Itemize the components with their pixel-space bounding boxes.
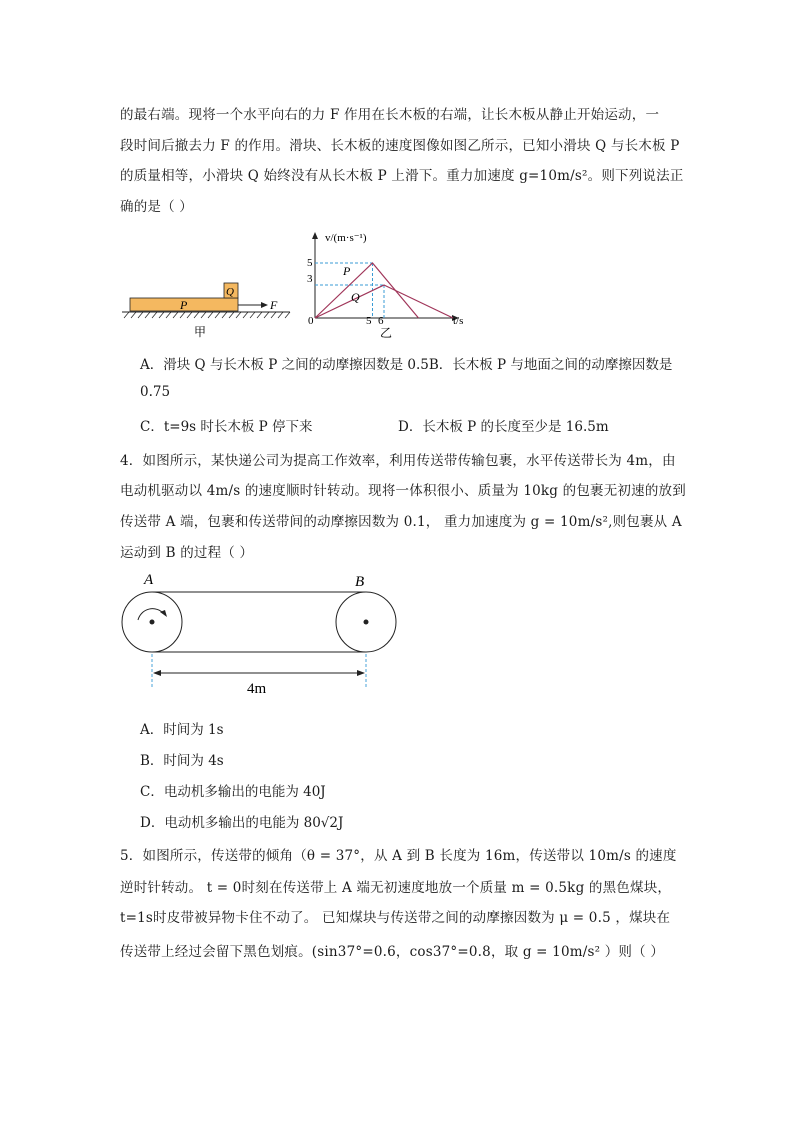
- figure-jia: [118, 278, 303, 343]
- q3-text-line-4: 确的是（ ）: [120, 199, 193, 215]
- label-b: B: [355, 574, 365, 590]
- origin-label: 0: [308, 315, 314, 327]
- hatch-mark: [257, 312, 262, 318]
- hatch-mark: [201, 312, 206, 318]
- q3-text-line-1: 的最右端。现将一个水平向右的力 F 作用在长木板的右端，让长木板从静止开始运动，一: [120, 107, 660, 123]
- q5-text-line-1: 5．如图所示，传送带的倾角（θ = 37°，从 A 到 B 长度为 16m，传送带以 10m/s 的速度: [120, 848, 677, 864]
- hatch-mark: [264, 312, 269, 318]
- label-f: F: [270, 298, 278, 312]
- series-label-q: Q: [351, 290, 360, 304]
- hatch-mark: [159, 312, 164, 318]
- hatch-mark: [173, 312, 178, 318]
- length-arrowhead-right: [357, 670, 365, 676]
- q3-text-line-2: 段时间后撤去力 F 的作用。滑块、长木板的速度图像如图乙所示，已知小滑块 Q 与长木板 P: [120, 138, 680, 154]
- q4-option-b: B．时间为 4s: [140, 753, 224, 769]
- q4-option-d: D．电动机多输出的电能为 80√2J: [140, 815, 344, 831]
- hatch-mark: [208, 312, 213, 318]
- hatch-mark: [243, 312, 248, 318]
- ground-hatch: [124, 312, 290, 318]
- hatch-mark: [187, 312, 192, 318]
- y-axis-label: v/(m·s⁻¹): [325, 232, 367, 244]
- hatch-mark: [215, 312, 220, 318]
- q3-option-d: D．长木板 P 的长度至少是 16.5m: [398, 419, 609, 435]
- force-arrowhead: [261, 302, 268, 308]
- q3-option-b-cont: 0.75: [140, 384, 171, 400]
- conveyor-figure: [110, 566, 410, 701]
- q5-text-line-2: 逆时针转动。 t = 0时刻在传送带上 A 端无初速度地放一个质量 m = 0.5kg 的黑色煤块，: [120, 880, 672, 896]
- series-line-p: [315, 263, 419, 318]
- hatch-mark: [124, 312, 129, 318]
- q4-text-line-4: 运动到 B 的过程（ ）: [120, 545, 254, 561]
- q4-text-line-1: 4．如图所示，某快递公司为提高工作效率，利用传送带传输包裹，水平传送带长为 4m，由: [120, 453, 676, 469]
- hatch-mark: [166, 312, 171, 318]
- hatch-mark: [285, 312, 290, 318]
- hatch-mark: [138, 312, 143, 318]
- hatch-mark: [271, 312, 276, 318]
- label-a: A: [144, 572, 154, 588]
- hatch-mark: [152, 312, 157, 318]
- q4-option-a: A．时间为 1s: [140, 722, 224, 738]
- caption-yi: 乙: [380, 326, 393, 340]
- q4-text-line-3: 传送带 A 端，包裹和传送带间的动摩擦因数为 0.1， 重力加速度为 g = 10m/s²,则包裹从 A: [120, 514, 682, 530]
- hatch-mark: [222, 312, 227, 318]
- y-tick-5: 5: [307, 257, 313, 269]
- caption-jia: 甲: [194, 325, 207, 339]
- hatch-mark: [131, 312, 136, 318]
- x-axis-label: t/s: [453, 315, 464, 327]
- figure-yi: [305, 226, 480, 351]
- length-arrowhead-left: [153, 670, 161, 676]
- q4-option-c: C．电动机多输出的电能为 40J: [140, 784, 326, 800]
- y-axis-arrow: [312, 232, 318, 239]
- q3-text-line-3: 的质量相等，小滑块 Q 始终没有从长木板 P 上滑下。重力加速度 g=10m/s²。则下列说法正: [120, 168, 684, 184]
- pulley-right-axle: [364, 620, 369, 625]
- plot-area: [315, 263, 453, 318]
- hatch-mark: [236, 312, 241, 318]
- q5-text-line-4: 传送带上经过会留下黑色划痕。(sin37°=0.6，cos37°=0.8，取 g = 10m/s² ）则（ ）: [120, 944, 665, 960]
- pulley-left-axle: [150, 620, 155, 625]
- q4-text-line-2: 电动机驱动以 4m/s 的速度顺时针转动。现将一体积很小、质量为 10kg 的包裹无初速的放到: [120, 483, 686, 499]
- hatch-mark: [145, 312, 150, 318]
- series-label-p: P: [343, 264, 351, 278]
- q3-option-c: C．t=9s 时长木板 P 停下来: [140, 419, 313, 435]
- hatch-mark: [180, 312, 185, 318]
- q5-text-line-3: t=1s时皮带被异物卡住不动了。 已知煤块与传送带之间的动摩擦因数为 μ = 0.5 ，煤块在: [120, 910, 671, 926]
- x-tick-6: 6: [378, 315, 384, 327]
- hatch-mark: [194, 312, 199, 318]
- length-label: 4m: [247, 681, 267, 697]
- hatch-mark: [278, 312, 283, 318]
- label-q: Q: [226, 286, 234, 298]
- q3-option-a-b: A．滑块 Q 与长木板 P 之间的动摩擦因数是 0.5B．长木板 P 与地面之间的动摩擦因数是: [140, 357, 673, 373]
- y-tick-3: 3: [307, 273, 313, 285]
- hatch-mark: [250, 312, 255, 318]
- label-p: P: [180, 298, 188, 312]
- x-tick-5: 5: [366, 315, 372, 327]
- hatch-mark: [229, 312, 234, 318]
